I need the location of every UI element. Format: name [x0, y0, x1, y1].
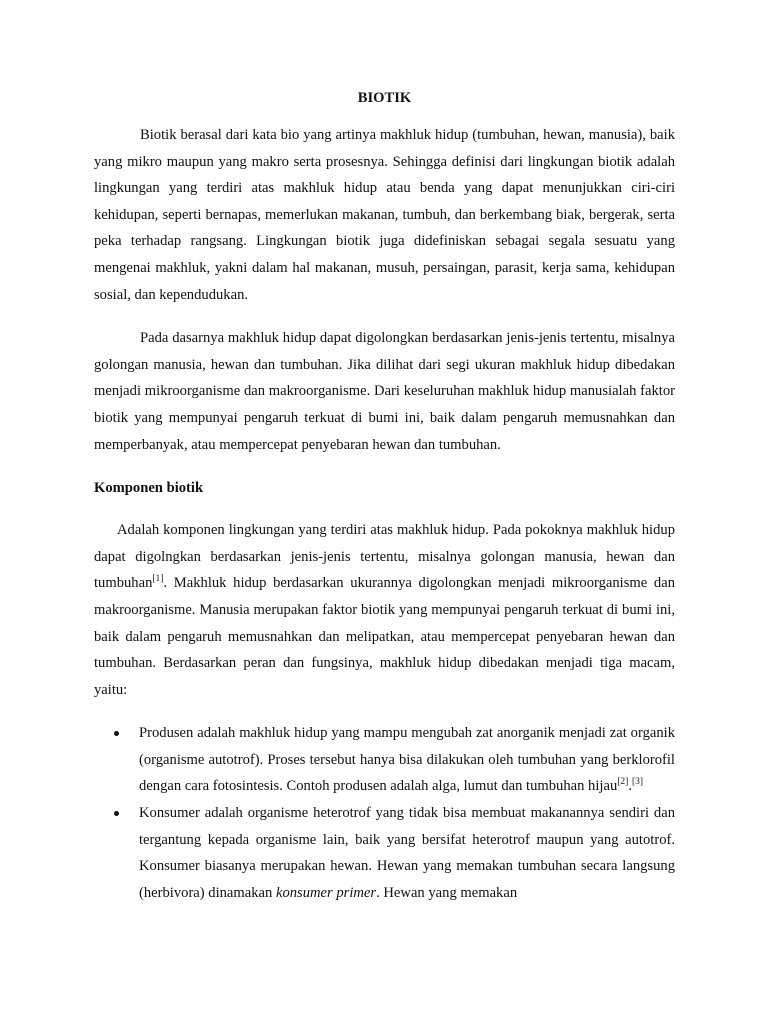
- list-item-produsen: [94, 720, 675, 800]
- emphasis-konsumer-primer: konsumer primer: [275, 884, 377, 901]
- document-title: BIOTIK: [357, 90, 412, 106]
- list-item-text-before: Konsumer adalah organisme heterotrof yang tidak bisa membuat makanannya sendiri dan tergantung kepada organisme lain, baik yang bersifat heterotrof maupun yang autotrof. Konsumer biasanya merupakan hewan. Hewan yang memakan tumbuhan secara langsung (herbivora) dinamakan: [139, 805, 675, 901]
- paragraph-classification: Pada dasarnya makhluk hidup dapat digolongkan berdasarkan jenis-jenis tertentu, misalnya golongan manusia, hewan dan tumbuhan. Jika dilihat dari segi ukuran makhluk hidup dibedakan menjadi mikroorganisme dan makroorganisme. Dari keseluruhan makhluk hidup manusialah faktor biotik yang mempunyai pengaruh terkuat di bumi ini, baik dalam pengaruh memusnahkan dan memperbanyak, atau mempercepat penyebaran hewan dan tumbuhan.: [94, 330, 675, 453]
- bullet-icon: [114, 731, 119, 736]
- citation-separator: .: [628, 778, 632, 795]
- section-paragraph-text-2: . Makhluk hidup berdasarkan ukurannya digolongkan menjadi mikroorganisme dan makroorganisme. Manusia merupakan faktor biotik yang mempunyai pengaruh terkuat di bumi ini, baik dalam pengaruh memusnahkan dan melipatkan, atau mempercepat penyebaran hewan dan tumbuhan. Berdasarkan peran dan fungsinya, makhluk hidup dibedakan menjadi tiga macam, yaitu:: [94, 575, 675, 698]
- list-item-text: Produsen adalah makhluk hidup yang mampu mengubah zat anorganik menjadi zat organik (organisme autotrof). Proses tersebut hanya bisa dilakukan oleh tumbuhan yang berklorofil dengan cara fotosintesis. Contoh produsen adalah alga, lumut dan tumbuhan hijau: [139, 725, 675, 795]
- section-paragraph-text-1: Adalah komponen lingkungan yang terdiri atas makhluk hidup. Pada pokoknya makhluk hidup dapat digolngkan berdasarkan jenis-jenis tertentu, misalnya golongan manusia, hewan dan tumbuhan: [94, 522, 675, 592]
- citation-ref-2[interactable]: [2]: [617, 777, 629, 788]
- citation-ref-3[interactable]: [3]: [631, 777, 644, 788]
- paragraph-definition: Biotik berasal dari kata bio yang artinya makhluk hidup (tumbuhan, hewan, manusia), baik yang mikro maupun yang makro serta prosesnya. Sehingga definisi dari lingkungan biotik adalah lingkungan yang terdiri atas makhluk hidup atau benda yang dapat menunjukkan ciri-ciri kehidupan, seperti bernapas, memerlukan makanan, tumbuh, dan berkembang biak, bergerak, serta peka terhadap rangsang. Lingkungan biotik juga didefiniskan sebagai segala sesuatu yang mengenai makhluk, yakni dalam hal makanan, musuh, persaingan, parasit, kerja sama, kehidupan sosial, dan kependudukan.: [94, 127, 675, 303]
- document-page: [94, 86, 675, 906]
- list-item-text-after: . Hewan yang memakan: [376, 884, 518, 901]
- citation-ref-1[interactable]: [1]: [152, 574, 164, 585]
- section-paragraph: [94, 517, 675, 703]
- list-item-konsumer: [94, 800, 675, 906]
- bullet-icon: [114, 811, 119, 816]
- section-heading: Komponen biotik: [94, 480, 204, 497]
- component-list: [94, 720, 675, 906]
